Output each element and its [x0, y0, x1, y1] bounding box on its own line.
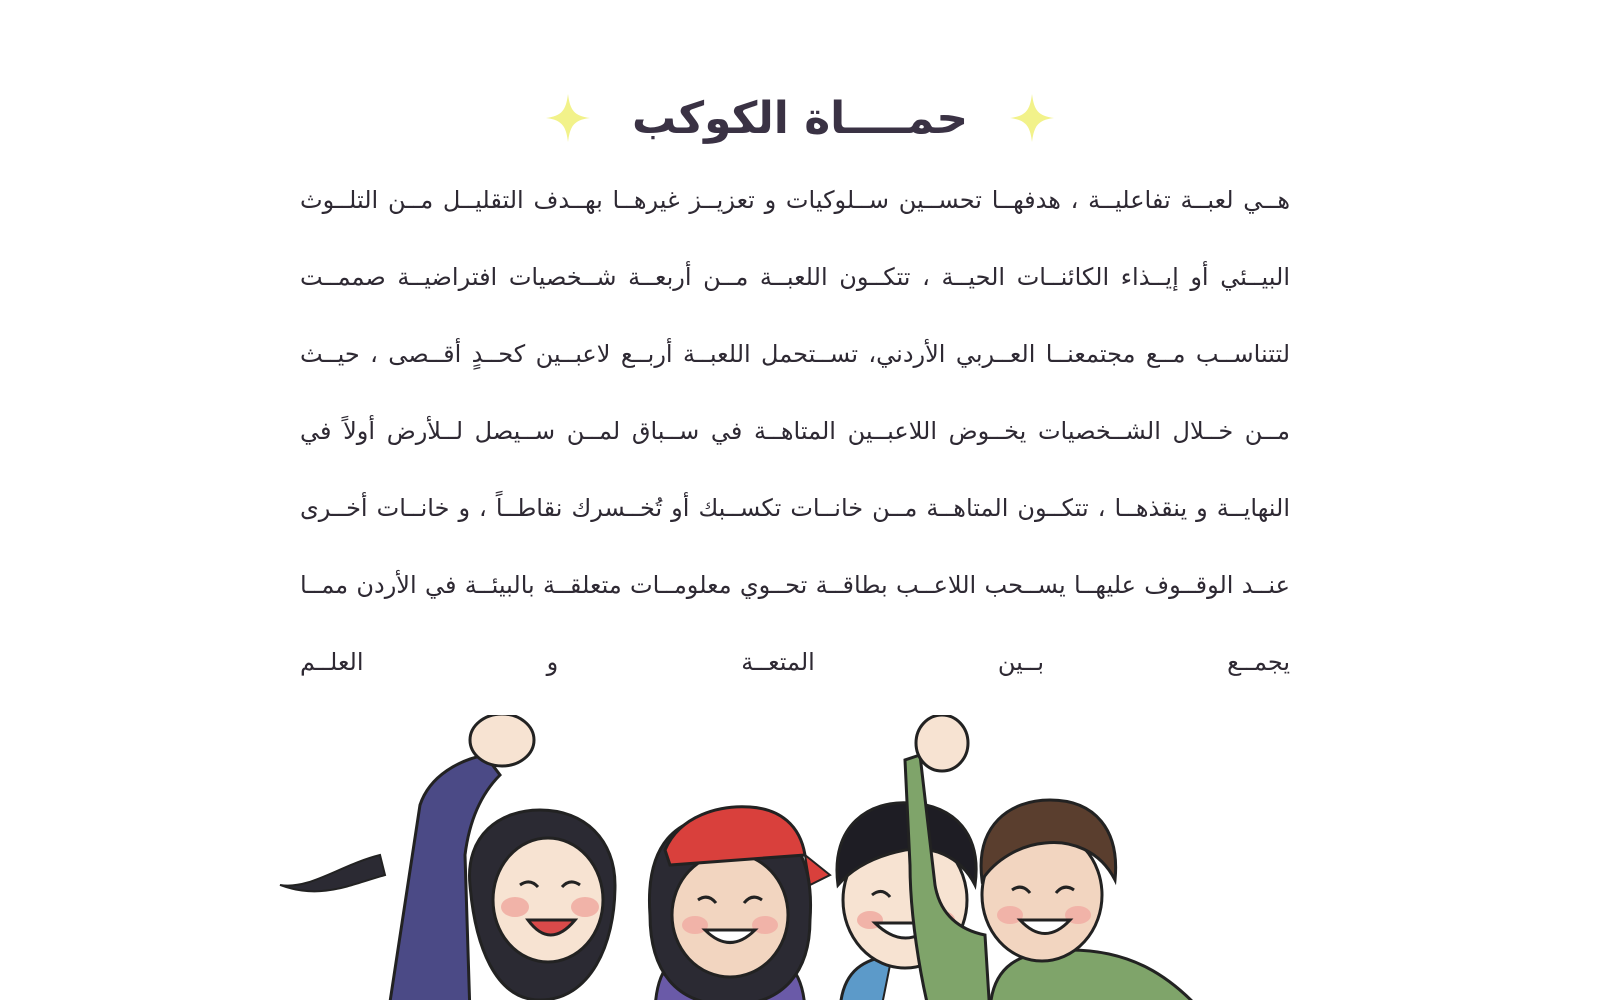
kid-hijab-figure	[280, 715, 615, 1000]
cheering-kids-illustration	[270, 715, 1250, 1000]
kid-bandana-figure	[649, 807, 830, 1000]
paragraph-line: مــن خــلال الشــخصيات يخــوض اللاعبــين المتاهــة في ســباق لمــن ســيصل لــلأرض أولاً في	[300, 417, 1290, 445]
title-row	[0, 78, 1600, 158]
paragraph-line: يجمــع بــين المتعــة و العلــم	[300, 648, 1290, 676]
sparkle-icon-right	[1008, 92, 1056, 144]
paragraph-line: هــي لعبــة تفاعليــة ، هدفهــا تحســين ســلوكيات و تعزيــز غيرهــا بهــدف التقليــل مــن التلــوث	[300, 186, 1290, 214]
sparkle-icon-left	[544, 92, 592, 144]
paragraph-line: عنــد الوقــوف عليهــا يســحب اللاعــب بطاقــة تحــوي معلومــات متعلقــة بالبيئــة في الأردن ممــا	[300, 571, 1290, 599]
description-paragraph	[300, 168, 1290, 707]
paragraph-line: النهايــة و ينقذهــا ، تتكــون المتاهــة مــن خانــات تكســبك أو تُخــسرك نقاطــاً ، و خانــات أخــرى	[300, 494, 1290, 522]
paragraph-line: البيــئي أو إيــذاء الكائنــات الحيــة ، تتكــون اللعبــة مــن أربعــة شــخصيات افتراضيــة صممــت	[300, 263, 1290, 291]
paragraph-line: لتتناســب مــع مجتمعنــا العــربي الأردني، تســتحمل اللعبــة أربــع لاعبــين كحــدٍ أقــصى ، حيــث	[300, 340, 1290, 368]
page-title: حمــــاة الكوكب	[631, 92, 969, 144]
